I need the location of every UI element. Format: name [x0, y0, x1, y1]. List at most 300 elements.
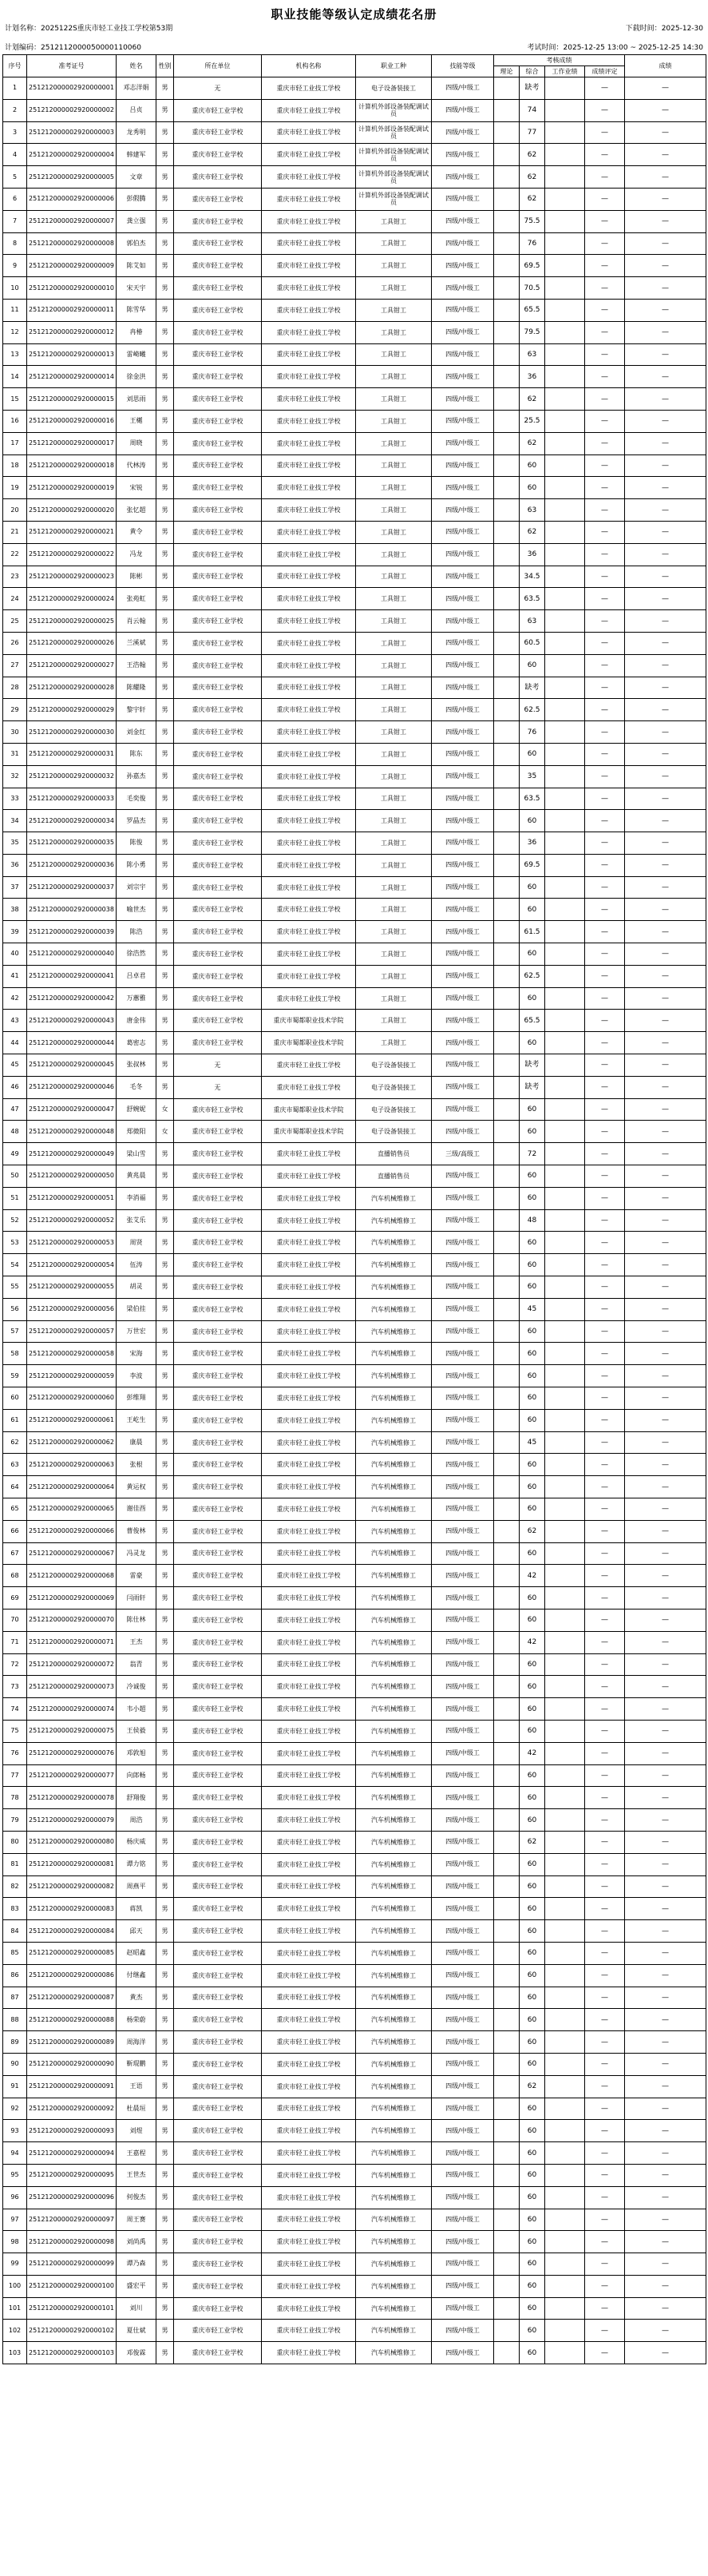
- cell-cert: 251212000002920000060: [27, 1387, 117, 1410]
- cell-work: [545, 210, 585, 232]
- cell-unit: 重庆市轻工业学校: [174, 1520, 262, 1542]
- cell-level: 四级/中级工: [432, 1631, 494, 1653]
- cell-org: 重庆市轻工业技工学校: [262, 77, 356, 100]
- cell-work: [545, 2120, 585, 2142]
- cell-cert: 251212000002920000033: [27, 788, 117, 810]
- cell-review: —: [585, 677, 625, 699]
- cell-org: 重庆市轻工业技工学校: [262, 1387, 356, 1410]
- plan-code-label: 计划编码：: [5, 44, 42, 52]
- cell-review: —: [585, 1476, 625, 1498]
- cell-comprehensive: 25.5: [520, 410, 545, 432]
- cell-gender: 男: [156, 1676, 174, 1698]
- cell-work: [545, 1298, 585, 1320]
- table-row: [3, 1787, 706, 1809]
- cell-review: —: [585, 2342, 625, 2364]
- cell-work: [545, 1964, 585, 1987]
- cell-level: 四级/中级工: [432, 1232, 494, 1254]
- cell-comprehensive: 60: [520, 2120, 545, 2142]
- cell-unit: 重庆市轻工业学校: [174, 654, 262, 677]
- cell-job: 汽车机械维修工: [356, 1565, 432, 1587]
- cell-name: 李波: [117, 1365, 156, 1387]
- cell-unit: 重庆市轻工业学校: [174, 743, 262, 765]
- cell-org: 重庆市轻工业技工学校: [262, 1964, 356, 1987]
- cell-org: 重庆市轻工业技工学校: [262, 1609, 356, 1631]
- cell-work: [545, 2209, 585, 2231]
- cell-work: [545, 1898, 585, 1920]
- cell-unit: 重庆市轻工业学校: [174, 854, 262, 876]
- cell-review: —: [585, 699, 625, 721]
- cell-seq: 66: [3, 1520, 27, 1542]
- cell-theory: [494, 987, 520, 1010]
- cell-result: —: [625, 1365, 706, 1387]
- cell-cert: 251212000002920000012: [27, 321, 117, 343]
- cell-org: 重庆市轻工业技工学校: [262, 876, 356, 899]
- col-org: 机构名称: [262, 55, 356, 77]
- cell-result: —: [625, 543, 706, 566]
- cell-unit: 重庆市轻工业学校: [174, 1742, 262, 1764]
- cell-seq: 61: [3, 1409, 27, 1431]
- col-cert: 准考证号: [27, 55, 117, 77]
- cell-job: 汽车机械维修工: [356, 1853, 432, 1875]
- cell-level: 四级/中级工: [432, 2142, 494, 2165]
- cell-name: 毛冬: [117, 1076, 156, 1098]
- cell-result: —: [625, 388, 706, 411]
- cell-unit: 重庆市轻工业学校: [174, 1964, 262, 1987]
- cell-theory: [494, 1698, 520, 1721]
- cell-result: —: [625, 1942, 706, 1964]
- cell-theory: [494, 2120, 520, 2142]
- cell-seq: 100: [3, 2275, 27, 2297]
- cell-gender: 男: [156, 1875, 174, 1898]
- cell-seq: 44: [3, 1032, 27, 1054]
- cell-cert: 251212000002920000074: [27, 1698, 117, 1721]
- cell-name: 陈浩: [117, 921, 156, 943]
- cell-cert: 251212000002920000053: [27, 1232, 117, 1254]
- cell-review: —: [585, 2320, 625, 2342]
- cell-level: 四级/中级工: [432, 1187, 494, 1209]
- cell-cert: 251212000002920000103: [27, 2342, 117, 2364]
- cell-job: 工具钳工: [356, 699, 432, 721]
- cell-review: —: [585, 144, 625, 166]
- table-row: [3, 343, 706, 366]
- cell-work: [545, 2164, 585, 2186]
- cell-cert: 251212000002920000038: [27, 899, 117, 921]
- cell-result: —: [625, 1276, 706, 1299]
- cell-comprehensive: 60: [520, 1454, 545, 1476]
- cell-cert: 251212000002920000078: [27, 1787, 117, 1809]
- table-row: [3, 499, 706, 522]
- cell-theory: [494, 832, 520, 855]
- cell-cert: 251212000002920000022: [27, 543, 117, 566]
- cell-level: 四级/中级工: [432, 1542, 494, 1565]
- cell-theory: [494, 2275, 520, 2297]
- cell-job: 汽车机械维修工: [356, 1232, 432, 1254]
- cell-theory: [494, 1964, 520, 1987]
- cell-theory: [494, 477, 520, 499]
- cell-theory: [494, 1387, 520, 1410]
- cell-level: 四级/中级工: [432, 1343, 494, 1365]
- cell-work: [545, 1698, 585, 1721]
- cell-work: [545, 854, 585, 876]
- cell-name: 周晓: [117, 432, 156, 454]
- cell-work: [545, 166, 585, 189]
- table-row: [3, 1187, 706, 1209]
- cell-review: —: [585, 1542, 625, 1565]
- cell-theory: [494, 921, 520, 943]
- cell-level: 四级/中级工: [432, 232, 494, 255]
- cell-org: 重庆市轻工业技工学校: [262, 1942, 356, 1964]
- cell-name: 龚立强: [117, 210, 156, 232]
- cell-name: 宋锐: [117, 477, 156, 499]
- cell-level: 四级/中级工: [432, 854, 494, 876]
- cell-gender: 男: [156, 1187, 174, 1209]
- cell-seq: 86: [3, 1964, 27, 1987]
- cell-level: 四级/中级工: [432, 388, 494, 411]
- cell-org: 重庆市轻工业技工学校: [262, 1476, 356, 1498]
- cell-org: 重庆市轻工业技工学校: [262, 232, 356, 255]
- cell-result: —: [625, 454, 706, 477]
- cell-gender: 男: [156, 721, 174, 744]
- cell-review: —: [585, 2231, 625, 2253]
- cell-result: —: [625, 1631, 706, 1653]
- cell-comprehensive: 48: [520, 1209, 545, 1232]
- cell-result: —: [625, 588, 706, 610]
- cell-review: —: [585, 1520, 625, 1542]
- cell-unit: 重庆市轻工业学校: [174, 144, 262, 166]
- cell-comprehensive: 60: [520, 2053, 545, 2075]
- cell-seq: 99: [3, 2253, 27, 2276]
- cell-cert: 251212000002920000035: [27, 832, 117, 855]
- cell-seq: 8: [3, 232, 27, 255]
- table-row: [3, 321, 706, 343]
- cell-gender: 男: [156, 1764, 174, 1787]
- cell-name: 兰溪斌: [117, 632, 156, 654]
- cell-result: —: [625, 610, 706, 633]
- cell-gender: 男: [156, 321, 174, 343]
- cell-cert: 251212000002920000010: [27, 277, 117, 300]
- cell-work: [545, 1853, 585, 1875]
- cell-unit: 重庆市轻工业学校: [174, 1609, 262, 1631]
- cell-org: 重庆市轻工业技工学校: [262, 788, 356, 810]
- cell-unit: 重庆市轻工业学校: [174, 2009, 262, 2031]
- cell-gender: 男: [156, 1920, 174, 1943]
- cell-comprehensive: 45: [520, 1298, 545, 1320]
- cell-result: —: [625, 1387, 706, 1410]
- cell-theory: [494, 1565, 520, 1587]
- cell-work: [545, 610, 585, 633]
- cell-review: —: [585, 1254, 625, 1276]
- cell-name: 张根: [117, 1454, 156, 1476]
- cell-job: 汽车机械维修工: [356, 1187, 432, 1209]
- cell-name: 周燕平: [117, 1875, 156, 1898]
- cell-cert: 251212000002920000036: [27, 854, 117, 876]
- table-row: [3, 788, 706, 810]
- cell-level: 四级/中级工: [432, 1787, 494, 1809]
- cell-job: 汽车机械维修工: [356, 2142, 432, 2165]
- cell-review: —: [585, 410, 625, 432]
- cell-seq: 78: [3, 1787, 27, 1809]
- table-row: [3, 921, 706, 943]
- cell-org: 重庆市蜀都职业技术学院: [262, 1098, 356, 1121]
- cell-gender: 男: [156, 2209, 174, 2231]
- cell-cert: 251212000002920000007: [27, 210, 117, 232]
- cell-level: 四级/中级工: [432, 699, 494, 721]
- cell-level: 四级/中级工: [432, 1209, 494, 1232]
- cell-seq: 21: [3, 521, 27, 543]
- cell-unit: 重庆市轻工业学校: [174, 699, 262, 721]
- cell-unit: 无: [174, 1054, 262, 1077]
- cell-name: 邱天: [117, 1920, 156, 1943]
- cell-theory: [494, 1254, 520, 1276]
- cell-job: 汽车机械维修工: [356, 1987, 432, 2009]
- cell-review: —: [585, 965, 625, 987]
- cell-name: 陈小勇: [117, 854, 156, 876]
- cell-seq: 6: [3, 188, 27, 210]
- cell-review: —: [585, 1454, 625, 1476]
- cell-cert: 251212000002920000079: [27, 1809, 117, 1832]
- cell-gender: 男: [156, 1787, 174, 1809]
- table-row: [3, 477, 706, 499]
- cell-org: 重庆市轻工业技工学校: [262, 810, 356, 832]
- cell-work: [545, 588, 585, 610]
- cell-gender: 男: [156, 854, 174, 876]
- cell-level: 四级/中级工: [432, 1320, 494, 1343]
- cell-work: [545, 899, 585, 921]
- cell-level: 四级/中级工: [432, 2164, 494, 2186]
- table-row: [3, 965, 706, 987]
- cell-level: 四级/中级工: [432, 1298, 494, 1320]
- cell-theory: [494, 677, 520, 699]
- cell-seq: 14: [3, 366, 27, 388]
- cell-level: 四级/中级工: [432, 210, 494, 232]
- table-row: [3, 1964, 706, 1987]
- plan-name-label: 计划名称：: [5, 25, 42, 33]
- cell-job: 汽车机械维修工: [356, 1609, 432, 1631]
- cell-level: 四级/中级工: [432, 654, 494, 677]
- cell-gender: 男: [156, 965, 174, 987]
- cell-cert: 251212000002920000102: [27, 2320, 117, 2342]
- cell-comprehensive: 60: [520, 2142, 545, 2165]
- cell-comprehensive: 60: [520, 943, 545, 966]
- cell-cert: 251212000002920000057: [27, 1320, 117, 1343]
- cell-theory: [494, 121, 520, 144]
- cell-job: 汽车机械维修工: [356, 2120, 432, 2142]
- cell-work: [545, 1454, 585, 1476]
- cell-work: [545, 1609, 585, 1631]
- cell-org: 重庆市轻工业技工学校: [262, 255, 356, 277]
- cell-job: 工具钳工: [356, 721, 432, 744]
- cell-level: 四级/中级工: [432, 1942, 494, 1964]
- cell-review: —: [585, 77, 625, 100]
- cell-comprehensive: 60: [520, 1653, 545, 1676]
- plan-name: [5, 25, 200, 34]
- cell-result: —: [625, 2209, 706, 2231]
- cell-work: [545, 1987, 585, 2009]
- cell-org: 重庆市轻工业技工学校: [262, 965, 356, 987]
- cell-seq: 87: [3, 1987, 27, 2009]
- cell-work: [545, 2031, 585, 2054]
- cell-cert: 251212000002920000089: [27, 2031, 117, 2054]
- cell-result: —: [625, 2098, 706, 2120]
- cell-theory: [494, 1542, 520, 1565]
- cell-org: 重庆市轻工业技工学校: [262, 1987, 356, 2009]
- cell-job: 工具钳工: [356, 410, 432, 432]
- cell-comprehensive: 75.5: [520, 210, 545, 232]
- cell-review: —: [585, 632, 625, 654]
- cell-gender: 男: [156, 1987, 174, 2009]
- cell-gender: 男: [156, 677, 174, 699]
- cell-level: 四级/中级工: [432, 410, 494, 432]
- cell-result: —: [625, 1609, 706, 1631]
- cell-review: —: [585, 1720, 625, 1742]
- cell-level: 四级/中级工: [432, 2275, 494, 2297]
- cell-job: 工具钳工: [356, 632, 432, 654]
- cell-comprehensive: 62: [520, 166, 545, 189]
- cell-level: 四级/中级工: [432, 2342, 494, 2364]
- cell-work: [545, 1498, 585, 1521]
- cell-review: —: [585, 2075, 625, 2098]
- cell-seq: 89: [3, 2031, 27, 2054]
- cell-theory: [494, 566, 520, 588]
- cell-review: —: [585, 1698, 625, 1721]
- cell-gender: 男: [156, 299, 174, 321]
- table-row: [3, 166, 706, 189]
- cell-review: —: [585, 499, 625, 522]
- cell-org: 重庆市轻工业技工学校: [262, 2009, 356, 2031]
- cell-job: 汽车机械维修工: [356, 1454, 432, 1476]
- cell-cert: 251212000002920000031: [27, 743, 117, 765]
- cell-job: 汽车机械维修工: [356, 2342, 432, 2364]
- cell-work: [545, 1010, 585, 1032]
- cell-comprehensive: 60: [520, 1875, 545, 1898]
- cell-level: 四级/中级工: [432, 1365, 494, 1387]
- cell-theory: [494, 299, 520, 321]
- cell-org: 重庆市轻工业技工学校: [262, 2342, 356, 2364]
- cell-cert: 251212000002920000058: [27, 1343, 117, 1365]
- cell-name: 周王赛: [117, 2209, 156, 2231]
- cell-cert: 251212000002920000073: [27, 1676, 117, 1698]
- cell-comprehensive: 36: [520, 366, 545, 388]
- cell-gender: 男: [156, 543, 174, 566]
- cell-theory: [494, 232, 520, 255]
- cell-work: [545, 2075, 585, 2098]
- cell-cert: 251212000002920000085: [27, 1942, 117, 1964]
- cell-cert: 251212000002920000045: [27, 1054, 117, 1077]
- cell-job: 工具钳工: [356, 277, 432, 300]
- cell-comprehensive: 60: [520, 2253, 545, 2276]
- cell-result: —: [625, 1187, 706, 1209]
- cell-gender: 男: [156, 2142, 174, 2165]
- cell-seq: 88: [3, 2009, 27, 2031]
- cell-work: [545, 2142, 585, 2165]
- cell-unit: 重庆市轻工业学校: [174, 632, 262, 654]
- cell-result: —: [625, 854, 706, 876]
- cell-name: 韦小超: [117, 1698, 156, 1721]
- cell-result: —: [625, 876, 706, 899]
- cell-theory: [494, 1609, 520, 1631]
- cell-gender: 男: [156, 121, 174, 144]
- cell-comprehensive: 45: [520, 1431, 545, 1454]
- cell-result: —: [625, 477, 706, 499]
- cell-result: —: [625, 99, 706, 121]
- cell-unit: 重庆市轻工业学校: [174, 343, 262, 366]
- cell-theory: [494, 521, 520, 543]
- cell-job: 工具钳工: [356, 765, 432, 788]
- cell-cert: 251212000002920000049: [27, 1143, 117, 1165]
- cell-review: —: [585, 2209, 625, 2231]
- cell-result: —: [625, 677, 706, 699]
- cell-comprehensive: 42: [520, 1631, 545, 1653]
- cell-review: —: [585, 743, 625, 765]
- cell-job: 工具钳工: [356, 677, 432, 699]
- cell-gender: 男: [156, 1520, 174, 1542]
- cell-comprehensive: 60: [520, 1942, 545, 1964]
- cell-result: —: [625, 832, 706, 855]
- cell-job: 工具钳工: [356, 854, 432, 876]
- table-row: [3, 1409, 706, 1431]
- cell-cert: 251212000002920000088: [27, 2009, 117, 2031]
- cell-name: 吕贞: [117, 99, 156, 121]
- cell-org: 重庆市轻工业技工学校: [262, 299, 356, 321]
- cell-level: 四级/中级工: [432, 1742, 494, 1764]
- cell-level: 四级/中级工: [432, 2186, 494, 2209]
- cell-theory: [494, 1409, 520, 1431]
- table-row: [3, 1498, 706, 1521]
- cell-theory: [494, 388, 520, 411]
- cell-cert: 251212000002920000024: [27, 588, 117, 610]
- cell-unit: 重庆市轻工业学校: [174, 588, 262, 610]
- cell-level: 四级/中级工: [432, 1809, 494, 1832]
- cell-review: —: [585, 1676, 625, 1698]
- cell-gender: 男: [156, 2253, 174, 2276]
- table-row: [3, 1542, 706, 1565]
- table-row: [3, 1121, 706, 1143]
- cell-job: 汽车机械维修工: [356, 2009, 432, 2031]
- cell-theory: [494, 588, 520, 610]
- cell-org: 重庆市轻工业技工学校: [262, 1875, 356, 1898]
- cell-work: [545, 1431, 585, 1454]
- cell-result: —: [625, 1964, 706, 1987]
- table-row: [3, 2231, 706, 2253]
- cell-cert: 251212000002920000099: [27, 2253, 117, 2276]
- cell-work: [545, 1232, 585, 1254]
- cell-name: 冷诚俊: [117, 1676, 156, 1698]
- cell-work: [545, 1121, 585, 1143]
- cell-org: 重庆市轻工业技工学校: [262, 99, 356, 121]
- cell-result: —: [625, 1853, 706, 1875]
- cell-unit: 重庆市轻工业学校: [174, 1698, 262, 1721]
- cell-result: —: [625, 1098, 706, 1121]
- cell-work: [545, 1809, 585, 1832]
- cell-name: 谭乃森: [117, 2253, 156, 2276]
- cell-comprehensive: 62: [520, 1831, 545, 1853]
- cell-job: 汽车机械维修工: [356, 1787, 432, 1809]
- cell-result: —: [625, 2253, 706, 2276]
- cell-cert: 251212000002920000028: [27, 677, 117, 699]
- table-row: [3, 2275, 706, 2297]
- cell-name: 黄令: [117, 521, 156, 543]
- cell-gender: 男: [156, 188, 174, 210]
- cell-gender: 男: [156, 588, 174, 610]
- cell-org: 重庆市轻工业技工学校: [262, 1631, 356, 1653]
- cell-unit: 重庆市轻工业学校: [174, 521, 262, 543]
- cell-seq: 49: [3, 1143, 27, 1165]
- cell-name: 王杰: [117, 1631, 156, 1653]
- cell-level: 四级/中级工: [432, 188, 494, 210]
- cell-unit: 重庆市轻工业学校: [174, 499, 262, 522]
- cell-level: 四级/中级工: [432, 1875, 494, 1898]
- cell-work: [545, 1787, 585, 1809]
